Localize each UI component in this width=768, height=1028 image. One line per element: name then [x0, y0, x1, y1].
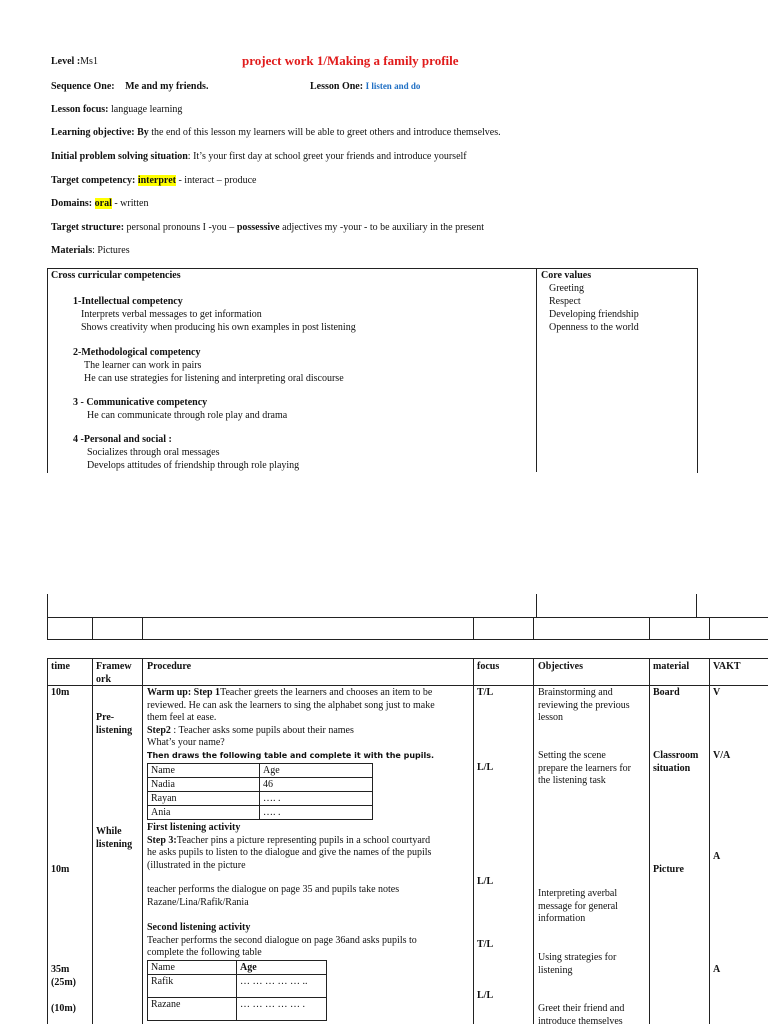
materials-line — [51, 245, 130, 256]
step3-text: Teacher pins a picture representing pupils in a school courtyard — [176, 834, 431, 846]
header-time-text: time — [51, 661, 70, 672]
structure-line — [51, 222, 484, 233]
competency-3 — [73, 396, 287, 422]
second-listening-line-1: Teacher performs the second dialogue on page 36and asks pupils to — [147, 934, 417, 946]
competency-4 — [73, 433, 299, 472]
warmup-line-3: them feel at ease. — [147, 712, 217, 723]
second-listening-line-2: complete the following table — [147, 947, 262, 958]
header-objectives — [538, 661, 583, 674]
warmup-text: Teacher greets the learners and chooses an item to be — [220, 687, 433, 698]
grid-line — [47, 639, 768, 640]
structure-text-a: personal pronouns I -you – — [126, 222, 237, 233]
grid-line — [47, 617, 48, 639]
core-value-item: Openness to the world — [549, 322, 639, 333]
table-header-cell: Name — [148, 764, 260, 778]
step2-text: : Teacher asks some pupils about their names — [170, 724, 354, 736]
perform-1-names: Razane/Lina/Rafik/Rania — [147, 896, 249, 908]
competency-1-title: 1-Intellectual competency — [73, 296, 183, 307]
time-cell — [51, 1003, 76, 1016]
focus-value: language learning — [108, 104, 183, 115]
lesson-label: Lesson One: — [310, 81, 364, 92]
framework-while-text-2: listening — [96, 838, 133, 850]
objective-cell — [538, 687, 630, 725]
table-border — [649, 658, 650, 1024]
domains-highlight: oral — [94, 198, 112, 209]
table-cell: …. . — [260, 792, 373, 806]
table-border — [709, 658, 710, 1024]
lesson-value: I listen and do — [365, 81, 421, 91]
step3-label: Step 3: — [147, 834, 177, 846]
header-material-text: material — [653, 661, 690, 672]
second-listening-title: Second listening activity — [147, 922, 251, 933]
competency-4-line-2: Develops attitudes of friendship through role playing — [87, 460, 300, 471]
procedure-second-listening — [147, 922, 417, 960]
objective-text: Using strategies for — [538, 952, 617, 963]
table-cell: Ania — [148, 806, 260, 820]
objective-text: the listening task — [538, 775, 606, 786]
competency-highlight: interpret — [137, 175, 176, 186]
vakt-text: V/A — [713, 750, 731, 761]
grid-line — [696, 594, 697, 617]
names-table-2 — [147, 960, 327, 1021]
objective-text: reviewing the previous — [538, 699, 630, 711]
sequence-line — [51, 81, 208, 92]
grid-line — [473, 617, 474, 639]
grid-line — [649, 617, 650, 639]
framework-while — [96, 826, 132, 851]
table-border — [473, 658, 474, 1024]
table-border — [47, 658, 48, 1024]
table-row — [148, 975, 327, 998]
step2-label: Step2 — [147, 724, 171, 736]
focus-label: Lesson focus: — [51, 104, 109, 115]
table-cell: Rayan — [148, 792, 260, 806]
objective-text: Setting the scene — [538, 750, 606, 761]
vakt-cell — [713, 851, 720, 864]
header-objectives-text: Objectives — [538, 661, 583, 672]
objective-line — [51, 127, 501, 138]
table-cell: Razane — [148, 998, 237, 1021]
objective-text: information — [538, 913, 586, 924]
table-row — [148, 792, 373, 806]
domains-rest: - written — [111, 198, 149, 209]
step2-draw: Then draws the following table and complete it with the pupils. — [147, 750, 435, 760]
objective-label: Learning objective: By — [51, 127, 149, 138]
time-cell-text: (25m) — [51, 976, 76, 988]
table-cell: Nadia — [148, 778, 260, 792]
grid-line — [709, 617, 710, 639]
framework-pre — [96, 712, 132, 737]
vakt-text: A — [713, 964, 721, 975]
procedure-warmup — [147, 687, 435, 762]
competencies-divider — [536, 268, 537, 472]
header-material — [653, 661, 689, 674]
materials-value: : Pictures — [92, 245, 130, 256]
header-procedure-text: Procedure — [147, 661, 192, 672]
grid-line — [536, 594, 537, 617]
table-header-cell: Age — [260, 764, 373, 778]
table-row — [148, 961, 327, 975]
material-text: Classroom — [653, 750, 699, 761]
perform-1-text: teacher performs the dialogue on page 35 and pupils take notes — [147, 884, 400, 895]
vakt-cell — [713, 964, 720, 977]
competency-2-title: 2-Methodological competency — [73, 347, 201, 358]
objective-text: Interpreting averbal — [538, 888, 618, 899]
objective-text: message for general — [538, 900, 618, 912]
procedure-perform-1 — [147, 884, 399, 909]
warmup-line-2: reviewed. He can ask the learners to sing the alphabet song just to make — [147, 699, 435, 711]
competency-4-line-1: Socializes through oral messages — [87, 447, 220, 458]
competency-rest: - interact – produce — [175, 175, 257, 186]
situation-value: : It’s your first day at school greet your friends and introduce yourself — [187, 151, 467, 162]
objective-cell — [538, 1003, 624, 1028]
framework-while-text-1: While — [96, 826, 122, 837]
header-vakt-text: VAKT — [713, 661, 741, 672]
competency-3-title: 3 - Communicative competency — [73, 397, 208, 408]
sequence-value: Me and my friends. — [125, 81, 209, 92]
time-cell-text: 10m — [51, 687, 70, 698]
core-values — [541, 269, 639, 334]
focus-cell-text: T/L — [477, 939, 494, 950]
core-values-heading: Core values — [541, 270, 592, 281]
focus-cell — [477, 876, 493, 889]
structure-bold: possessive — [236, 222, 280, 233]
grid-line — [47, 617, 768, 618]
material-cell — [653, 750, 698, 775]
core-value-item: Respect — [549, 296, 581, 307]
objective-text: introduce themselves — [538, 1015, 623, 1027]
focus-cell-text: L/L — [477, 762, 494, 773]
objective-value: the end of this lesson my learners will be able to greet others and introduce themselves. — [148, 127, 501, 138]
level-label: Level : — [51, 56, 81, 67]
header-framework-text-2: ork — [96, 673, 111, 685]
table-cell: Rafik — [148, 975, 237, 998]
table-header-cell: Age — [237, 961, 327, 975]
competencies-heading — [51, 270, 181, 281]
competency-1 — [73, 295, 356, 334]
page-title: project work 1/Making a family profile — [242, 53, 459, 68]
table-border — [47, 658, 768, 659]
names-table-1 — [147, 763, 373, 820]
step2-question: What’s your name? — [147, 737, 225, 748]
step3-line-3: (illustrated in the picture — [147, 859, 246, 871]
level-line — [51, 56, 98, 67]
lesson-line — [310, 81, 420, 92]
material-cell — [653, 864, 684, 877]
focus-cell-text: L/L — [477, 990, 494, 1001]
vakt-cell — [713, 750, 730, 763]
grid-line — [533, 617, 534, 639]
level-value: Ms1 — [80, 56, 98, 67]
time-cell — [51, 864, 69, 877]
materials-label: Materials — [51, 245, 93, 256]
grid-line — [142, 617, 143, 639]
objective-text: Greet their friend and — [538, 1003, 625, 1014]
competency-label: Target competency: — [51, 175, 138, 186]
table-cell: …. . — [260, 806, 373, 820]
procedure-first-listening — [147, 822, 431, 872]
objective-text: listening — [538, 964, 573, 976]
competency-2 — [73, 346, 344, 385]
table-border — [533, 658, 534, 1024]
focus-cell — [477, 990, 493, 1003]
focus-cell — [477, 762, 493, 775]
material-text: situation — [653, 762, 691, 774]
competency-3-line-1: He can communicate through role play and drama — [87, 410, 288, 421]
table-row — [148, 778, 373, 792]
time-cell — [51, 687, 69, 700]
objective-cell — [538, 952, 616, 977]
material-text: Board — [653, 687, 680, 698]
competency-line — [51, 175, 257, 186]
material-cell — [653, 687, 680, 700]
table-row — [148, 764, 373, 778]
grid-line — [47, 594, 48, 617]
domains-line — [51, 198, 149, 209]
competency-4-title: 4 -Personal and social : — [73, 434, 172, 445]
time-cell-text: 10m — [51, 864, 70, 875]
competency-2-line-1: The learner can work in pairs — [84, 360, 202, 371]
situation-line — [51, 151, 467, 162]
structure-label: Target structure: — [51, 222, 127, 233]
core-value-item: Greeting — [549, 283, 584, 294]
objective-text: Brainstorming and — [538, 687, 613, 698]
objective-cell — [538, 888, 618, 926]
focus-cell-text: T/L — [477, 687, 494, 698]
header-vakt — [713, 661, 741, 674]
time-cell — [51, 964, 76, 989]
core-value-item: Developing friendship — [549, 309, 639, 320]
focus-cell — [477, 939, 493, 952]
material-text: Picture — [653, 864, 684, 875]
vakt-text: A — [713, 851, 721, 862]
competency-2-line-2: He can use strategies for listening and interpreting oral discourse — [84, 373, 344, 384]
header-focus-text: focus — [477, 661, 500, 672]
focus-line — [51, 104, 182, 115]
table-border — [142, 658, 143, 1024]
domains-label: Domains: — [51, 198, 95, 209]
situation-label: Initial problem solving situation — [51, 151, 188, 162]
table-cell: … … … … … . — [237, 998, 327, 1021]
table-cell: … … … … … .. — [237, 975, 327, 998]
focus-cell — [477, 687, 493, 700]
structure-text-b: adjectives my -your - to be auxiliary in the present — [279, 222, 484, 233]
table-row — [148, 998, 327, 1021]
vakt-cell — [713, 687, 720, 700]
objective-cell — [538, 750, 631, 788]
grid-line — [92, 617, 93, 639]
framework-pre-text-1: Pre- — [96, 712, 115, 723]
step3-line-2: he asks pupils to listen to the dialogue and give the names of the pupils — [147, 847, 432, 858]
competency-1-line-2: Shows creativity when producing his own examples in post listening — [81, 322, 356, 333]
focus-cell-text: L/L — [477, 876, 494, 887]
table-header-cell: Name — [148, 961, 237, 975]
header-framework — [96, 661, 132, 686]
table-row — [148, 806, 373, 820]
warmup-label: Warm up: Step 1 — [147, 687, 221, 698]
sequence-label: Sequence One: — [51, 81, 115, 92]
table-border — [47, 685, 768, 686]
header-framework-text-1: Framew — [96, 661, 132, 672]
framework-pre-text-2: listening — [96, 724, 133, 736]
time-cell-text: 35m — [51, 964, 70, 975]
objective-text: prepare the learners for — [538, 762, 631, 774]
time-cell-text: (10m) — [51, 1003, 76, 1014]
header-procedure — [147, 661, 191, 674]
objective-text: lesson — [538, 712, 563, 723]
header-focus — [477, 661, 499, 674]
competencies-heading-text: Cross curricular competencies — [51, 270, 181, 281]
table-border — [92, 658, 93, 1024]
table-cell: 46 — [260, 778, 373, 792]
vakt-text: V — [713, 687, 721, 698]
first-listening-title: First listening activity — [147, 822, 241, 833]
competency-1-line-1: Interprets verbal messages to get information — [81, 309, 262, 320]
header-time — [51, 661, 70, 674]
